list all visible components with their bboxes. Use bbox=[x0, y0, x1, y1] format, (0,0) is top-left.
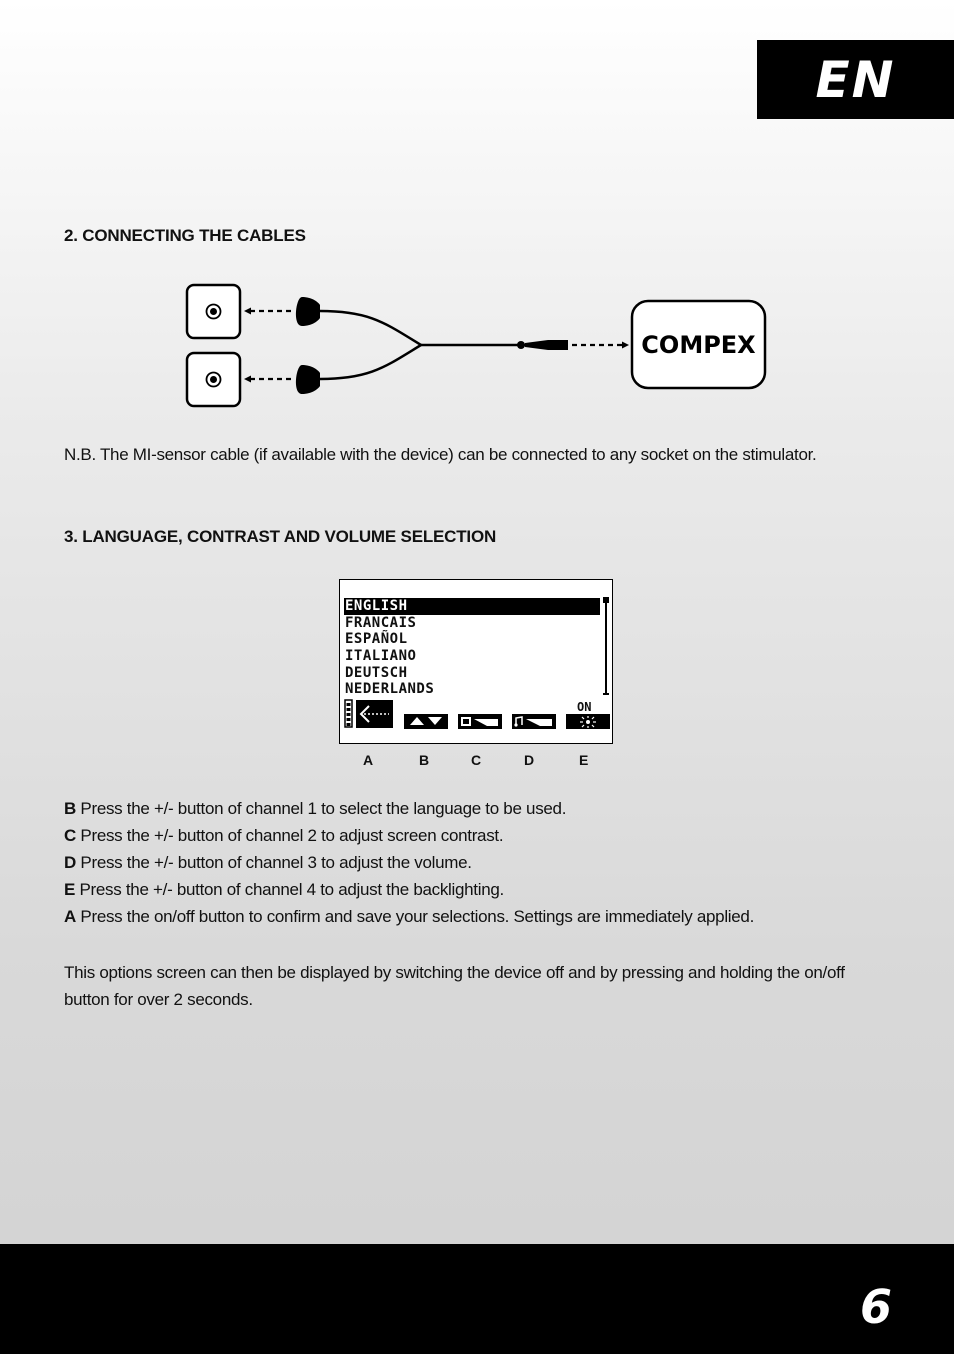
language-option-francais[interactable]: FRANCAIS bbox=[345, 614, 417, 631]
key-letter-c: C bbox=[471, 752, 482, 768]
softkey-e-backlight-icon[interactable] bbox=[566, 714, 610, 729]
cable-branch-top bbox=[320, 311, 421, 345]
cable-branch-bottom bbox=[320, 345, 421, 379]
softkey-a-confirm-icon[interactable] bbox=[345, 700, 393, 728]
language-option-deutsch[interactable]: DEUTSCH bbox=[345, 664, 408, 681]
cable-note: N.B. The MI-sensor cable (if available with the device) can be connected to any socket on the stimulator. bbox=[64, 445, 817, 464]
arrow-to-top-socket bbox=[244, 308, 292, 315]
language-code: EN bbox=[815, 50, 896, 109]
device-label: COMPEX bbox=[641, 331, 756, 359]
arrow-to-bottom-socket bbox=[244, 376, 292, 383]
instruction-item-e: E Press the +/- button of channel 4 to adjust the backlighting. bbox=[64, 880, 504, 899]
page-number: 6 bbox=[859, 1280, 892, 1334]
language-option-italiano[interactable]: ITALIANO bbox=[345, 648, 417, 665]
instruction-item-c: C Press the +/- button of channel 2 to adjust screen contrast. bbox=[64, 826, 504, 845]
cable-connector bbox=[517, 340, 568, 350]
electrode-socket-bottom bbox=[187, 353, 240, 406]
page-footer bbox=[0, 1244, 954, 1354]
plug-bottom bbox=[296, 365, 320, 394]
instruction-item-a: A Press the on/off button to confirm and save your selections. Settings are immediately applied. bbox=[64, 907, 755, 926]
softkey-bar bbox=[340, 698, 614, 732]
plug-top bbox=[296, 297, 320, 326]
section-3-title: 3. LANGUAGE, CONTRAST AND VOLUME SELECTION bbox=[64, 527, 497, 546]
section-2-title: 2. CONNECTING THE CABLES bbox=[64, 226, 306, 245]
language-list bbox=[344, 598, 600, 698]
device-screen bbox=[339, 579, 613, 744]
language-scrollbar[interactable] bbox=[605, 597, 607, 695]
language-option-nederlands[interactable]: NEDERLANDS bbox=[345, 681, 435, 698]
language-option-english[interactable]: ENGLISH bbox=[344, 598, 600, 615]
softkey-b-language-icon[interactable] bbox=[404, 714, 448, 729]
key-letter-b: B bbox=[419, 752, 430, 768]
language-badge bbox=[757, 40, 954, 119]
softkey-c-contrast-icon[interactable] bbox=[458, 714, 502, 729]
backlight-on-label: ON bbox=[577, 700, 592, 714]
softkey-d-volume-icon[interactable] bbox=[512, 714, 556, 729]
cable-connection-diagram bbox=[180, 278, 780, 413]
electrode-socket-top bbox=[187, 285, 240, 338]
instruction-item-b: B Press the +/- button of channel 1 to select the language to be used. bbox=[64, 799, 567, 818]
arrow-to-device bbox=[572, 342, 629, 349]
language-option-espanol[interactable]: ESPAÑOL bbox=[345, 631, 408, 648]
compex-device bbox=[632, 301, 765, 388]
instruction-list bbox=[64, 795, 904, 930]
key-letter-d: D bbox=[524, 752, 535, 768]
closing-paragraph: This options screen can then be displayed by switching the device off and by pressing and holding the on/off button for over 2 seconds. bbox=[64, 963, 845, 1009]
key-letter-e: E bbox=[579, 752, 589, 768]
key-letter-a: A bbox=[363, 752, 374, 768]
instruction-item-d: D Press the +/- button of channel 3 to adjust the volume. bbox=[64, 853, 472, 872]
